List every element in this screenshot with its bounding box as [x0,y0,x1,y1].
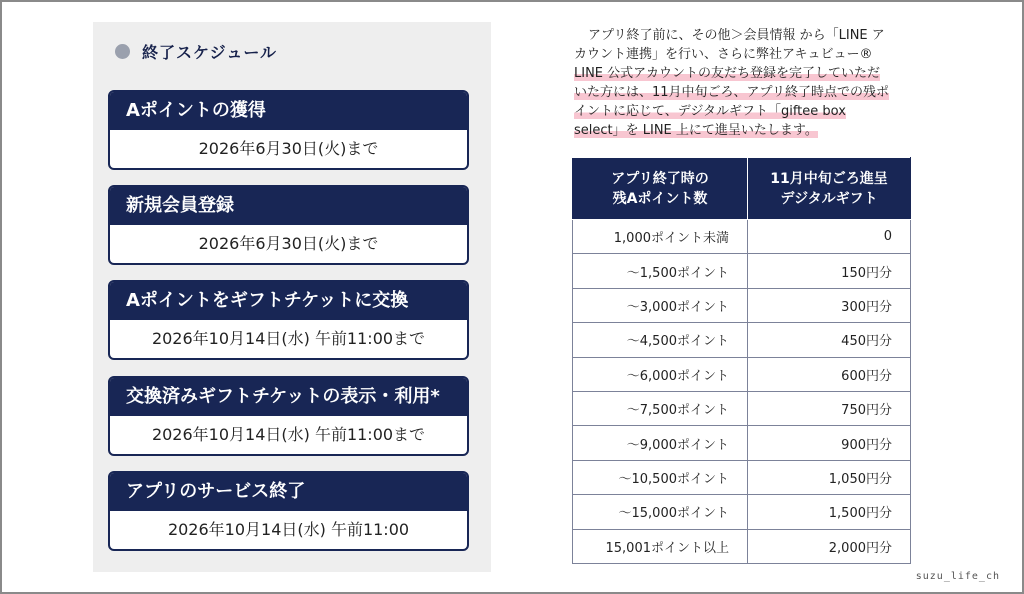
points-cell: 〜6,000ポイント [573,357,748,391]
table-row [573,391,911,425]
table-row [573,288,911,322]
points-cell: 15,001ポイント以上 [573,529,748,563]
gift-cell: 900円分 [748,426,911,460]
gift-description [574,26,914,140]
table-row [573,220,911,254]
schedule-card-deadline: 2026年10月14日(水) 午前11:00 [167,520,410,539]
table-row [573,254,911,288]
column-header-remaining-points [573,158,748,220]
header-text: アプリ終了時の 残Aポイント数 [611,170,709,207]
gift-cell: 1,050円分 [748,460,911,494]
watermark: suzu_life_ch [915,571,1000,582]
table-row [573,495,911,529]
schedule-header [115,40,277,63]
gift-cell: 150円分 [748,254,911,288]
schedule-card [108,90,469,170]
gift-cell: 2,000円分 [748,529,911,563]
gift-cell: 750円分 [748,391,911,425]
schedule-card-deadline: 2026年10月14日(水) 午前11:00まで [151,425,426,444]
points-cell: 〜4,500ポイント [573,323,748,357]
description-line: アプリ終了前に、その他＞会員情報 から「LINE ア [588,28,885,43]
schedule-card [108,471,469,551]
points-cell: 〜1,500ポイント [573,254,748,288]
gift-cell: 450円分 [748,323,911,357]
header-text: 11月中旬ごろ進呈 デジタルギフト [770,170,888,207]
description-line-highlighted: いた方には、11月中旬ごろ、アプリ終了時点での残ポ [574,85,890,100]
schedule-card-heading: 交換済みギフトチケットの表示・利用* [110,378,467,416]
table-row [573,323,911,357]
schedule-card-heading: 新規会員登録 [110,187,467,225]
schedule-card [108,280,469,360]
table-row [573,357,911,391]
schedule-card-heading: Aポイントの獲得 [110,92,467,130]
points-gift-table [572,157,911,564]
points-cell: 〜10,500ポイント [573,460,748,494]
points-cell: 〜15,000ポイント [573,495,748,529]
points-cell: 〜9,000ポイント [573,426,748,460]
points-cell: 1,000ポイント未満 [573,220,748,254]
table-row [573,529,911,563]
schedule-card [108,376,469,456]
table-row [573,460,911,494]
description-line-highlighted: select」を LINE 上にて進呈いたします。 [574,123,818,138]
schedule-title: 終了スケジュール [142,43,278,62]
schedule-card [108,185,469,265]
table-header-row [573,158,911,220]
column-header-digital-gift [748,158,911,220]
schedule-card-deadline: 2026年10月14日(水) 午前11:00まで [151,329,426,348]
description-line-highlighted: イントに応じて、デジタルギフト「giftee box [574,104,846,119]
table-row [573,426,911,460]
schedule-card-heading: アプリのサービス終了 [110,473,467,511]
gift-cell: 300円分 [748,288,911,322]
bullet-dot-icon [115,44,130,59]
schedule-card-deadline: 2026年6月30日(火)まで [198,139,379,158]
description-line: カウント連携」を行い、さらに弊社アキュビュー® [574,47,873,62]
description-line-highlighted: LINE 公式アカウントの友だち登録を完了していただ [574,66,881,81]
schedule-card-deadline: 2026年6月30日(火)まで [198,234,379,253]
points-cell: 〜3,000ポイント [573,288,748,322]
gift-cell: 0 [748,220,911,254]
schedule-card-heading: Aポイントをギフトチケットに交換 [110,282,467,320]
gift-cell: 600円分 [748,357,911,391]
gift-cell: 1,500円分 [748,495,911,529]
points-cell: 〜7,500ポイント [573,391,748,425]
schedule-panel [93,22,491,572]
